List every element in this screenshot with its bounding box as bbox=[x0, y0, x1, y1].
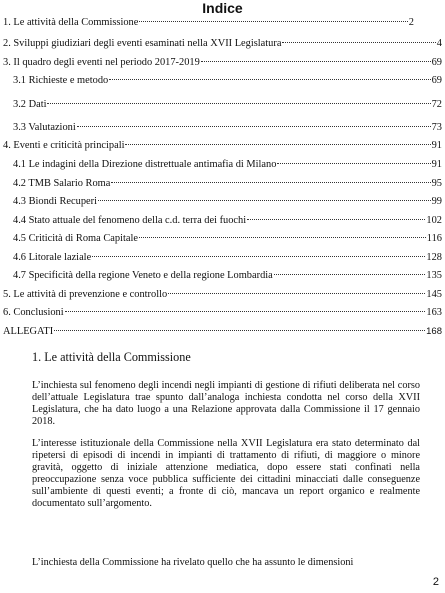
toc-entry-label: 3.2 Dati bbox=[13, 99, 47, 110]
toc-entry-page: 72 bbox=[431, 99, 442, 110]
toc-leader-dots bbox=[109, 79, 430, 80]
toc-entry-page: 135 bbox=[426, 270, 442, 281]
toc-entry[interactable] bbox=[3, 57, 442, 69]
toc-entry[interactable] bbox=[13, 75, 442, 87]
toc-entry-page: 128 bbox=[426, 252, 442, 263]
body-paragraph bbox=[32, 557, 420, 569]
toc-leader-dots bbox=[139, 237, 426, 238]
toc-leader-dots bbox=[139, 21, 407, 22]
toc-title: Indice bbox=[202, 0, 243, 16]
toc-entry[interactable] bbox=[13, 270, 442, 282]
toc-entry-page: 91 bbox=[431, 140, 442, 151]
toc-leader-dots bbox=[98, 200, 431, 201]
toc-leader-dots bbox=[168, 293, 425, 294]
toc-entry-page: 73 bbox=[431, 122, 442, 133]
toc-entry-label: 4.4 Stato attuale del fenomeno della c.d. terra dei fuochi bbox=[13, 215, 247, 226]
toc-entry-label: 4.2 TMB Salario Roma bbox=[13, 178, 111, 189]
toc-entry-label: 2. Sviluppi giudiziari degli eventi esaminati nella XVII Legislatura bbox=[3, 38, 282, 49]
toc-entry[interactable] bbox=[3, 289, 442, 301]
toc-entry-label: 4.6 Litorale laziale bbox=[13, 252, 92, 263]
toc-leader-dots bbox=[92, 256, 425, 257]
toc-entry[interactable] bbox=[3, 307, 442, 319]
toc-leader-dots bbox=[274, 274, 426, 275]
toc-entry-page: 168 bbox=[426, 326, 442, 337]
toc-leader-dots bbox=[282, 42, 435, 43]
body-paragraph bbox=[32, 380, 420, 428]
toc-entry-label: 1. Le attività della Commissione bbox=[3, 17, 139, 28]
toc-entry-label: 4.1 Le indagini della Direzione distrettuale antimafia di Milano bbox=[13, 159, 277, 170]
toc-entry-page: 91 bbox=[431, 159, 442, 170]
toc-entry-label: ALLEGATI bbox=[3, 326, 54, 337]
toc-entry[interactable] bbox=[3, 38, 442, 50]
paragraph-text: L’inchiesta della Commissione ha rivelato quello che ha assunto le dimensioni bbox=[32, 557, 354, 568]
toc-entry[interactable] bbox=[13, 159, 442, 171]
toc-entry-label: 5. Le attività di prevenzione e controllo bbox=[3, 289, 168, 300]
toc-entry[interactable] bbox=[13, 99, 442, 111]
toc-entry-label: 3.3 Valutazioni bbox=[13, 122, 76, 133]
toc-entry[interactable] bbox=[3, 140, 442, 152]
toc-entry[interactable] bbox=[13, 122, 442, 134]
toc-entry-page: 145 bbox=[426, 289, 442, 300]
toc-entry[interactable] bbox=[13, 252, 442, 264]
toc-entry-page: 2 bbox=[408, 17, 414, 28]
body-paragraph bbox=[32, 438, 420, 511]
toc-entry[interactable] bbox=[3, 326, 442, 338]
toc-leader-dots bbox=[247, 219, 425, 220]
toc-leader-dots bbox=[277, 163, 430, 164]
toc-leader-dots bbox=[47, 103, 430, 104]
section-heading: 1. Le attività della Commissione bbox=[32, 350, 191, 364]
toc-entry[interactable] bbox=[13, 215, 442, 227]
toc-leader-dots bbox=[111, 182, 430, 183]
toc-entry-page: 102 bbox=[426, 215, 442, 226]
toc-entry-label: 4.7 Specificità della regione Veneto e della regione Lombardia bbox=[13, 270, 273, 281]
toc-entry-page: 69 bbox=[431, 75, 442, 86]
toc-entry[interactable] bbox=[13, 196, 442, 208]
page-number: 2 bbox=[432, 576, 439, 588]
toc-entry-page: 99 bbox=[431, 196, 442, 207]
toc-leader-dots bbox=[77, 126, 431, 127]
toc-entry-label: 4.5 Criticità di Roma Capitale bbox=[13, 233, 138, 244]
toc-entry-page: 4 bbox=[436, 38, 442, 49]
toc-entry-label: 3.1 Richieste e metodo bbox=[13, 75, 109, 86]
toc-leader-dots bbox=[201, 61, 431, 62]
toc-entry-page: 163 bbox=[426, 307, 442, 318]
toc-entry-page: 95 bbox=[431, 178, 442, 189]
toc-entry[interactable] bbox=[3, 17, 414, 29]
toc-leader-dots bbox=[125, 144, 430, 145]
toc-entry-label: 6. Conclusioni bbox=[3, 307, 64, 318]
toc-entry-page: 69 bbox=[431, 57, 442, 68]
toc-entry-page: 116 bbox=[426, 233, 442, 244]
toc-entry-label: 4. Eventi e criticità principali bbox=[3, 140, 125, 151]
toc-entry[interactable] bbox=[13, 178, 442, 190]
toc-entry-label: 4.3 Biondi Recuperi bbox=[13, 196, 97, 207]
toc-entry-label: 3. Il quadro degli eventi nel periodo 2017-2019 bbox=[3, 57, 200, 68]
toc-leader-dots bbox=[65, 311, 426, 312]
paragraph-text: L’interesse istituzionale della Commissione nella XVII Legislatura era stato determinato dal ripetersi di episodi di incendi in impianti di trattamento di rifiuti, di maggiore o minore gravità, oggetto di iniziale attenzione mediatica, dopo essere stati confinati nella preoccupazione senza voce pubblica sufficiente dei cittadini minacciati dalle conseguenze sull’ambiente di questi eventi; a fronte di ciò, mancava un report organico e realmente documentato sull’argomento. bbox=[32, 438, 420, 510]
toc-leader-dots bbox=[54, 330, 425, 331]
toc-entry[interactable] bbox=[13, 233, 442, 245]
paragraph-text: L’inchiesta sul fenomeno degli incendi negli impianti di gestione di rifiuti deliberata nel corso dell’attuale Legislatura trae spunto dall’analoga inchiesta condotta nel corso della XVII Legislatura, che ha dato luogo a una Relazione approvata dalla Commissione il 17 gennaio 2018. bbox=[32, 380, 420, 428]
